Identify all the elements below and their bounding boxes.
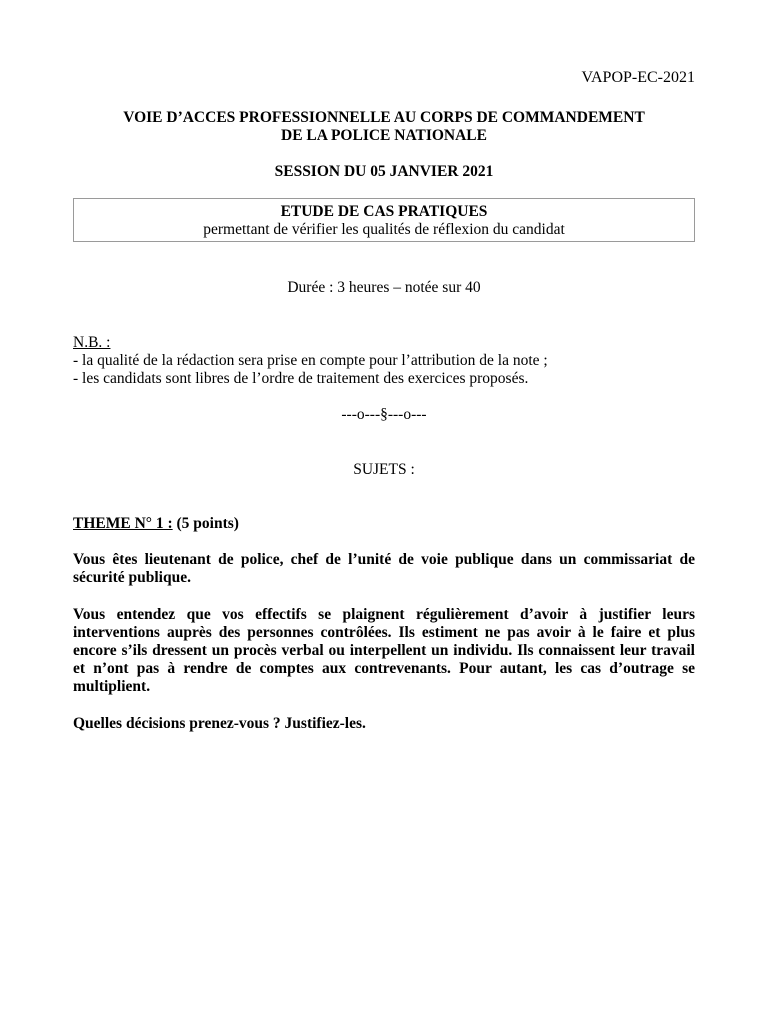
exam-type-title: ETUDE DE CAS PRATIQUES (280, 203, 488, 220)
document-title (73, 109, 695, 145)
title-line-1: VOIE D’ACCES PROFESSIONNELLE AU CORPS DE COMMANDEMENT (123, 109, 645, 126)
exam-duration: Durée : 3 heures – notée sur 40 (287, 279, 481, 296)
title-line-2: DE LA POLICE NATIONALE (281, 127, 487, 144)
theme-paragraph: Vous êtes lieutenant de police, chef de l’unité de voie publique dans un commissariat de sécurité publique. (73, 551, 695, 586)
theme-paragraph: Vous entendez que vos effectifs se plaignent régulièrement d’avoir à justifier leurs interventions auprès des personnes contrôlées. Ils estiment ne pas avoir à le faire et plus encore s’ils dressent un procès verbal ou interpellent un individu. Ils connaissent leur travail et n’ont pas à rendre de comptes aux contrevenants. Pour autant, les cas d’outrage se multiplient. (73, 606, 695, 695)
theme-points: (5 points) (172, 515, 239, 532)
nb-item: - la qualité de la rédaction sera prise en compte pour l’attribution de la note ; (73, 352, 548, 369)
theme-question: Quelles décisions prenez-vous ? Justifiez-les. (73, 715, 366, 732)
section-separator: ---o---§---o--- (341, 406, 427, 423)
theme-heading (73, 515, 695, 533)
nb-label: N.B. : (73, 334, 111, 351)
exam-type-box (73, 198, 695, 242)
exam-type-subtitle: permettant de vérifier les qualités de réflexion du candidat (203, 221, 565, 238)
nb-item: - les candidats sont libres de l’ordre de traitement des exercices proposés. (73, 370, 529, 387)
nb-section (73, 334, 695, 388)
session-date: SESSION DU 05 JANVIER 2021 (274, 163, 494, 180)
subjects-heading: SUJETS : (353, 461, 415, 478)
theme-label: THEME N° 1 : (73, 515, 173, 532)
document-reference: VAPOP-EC-2021 (581, 69, 695, 86)
